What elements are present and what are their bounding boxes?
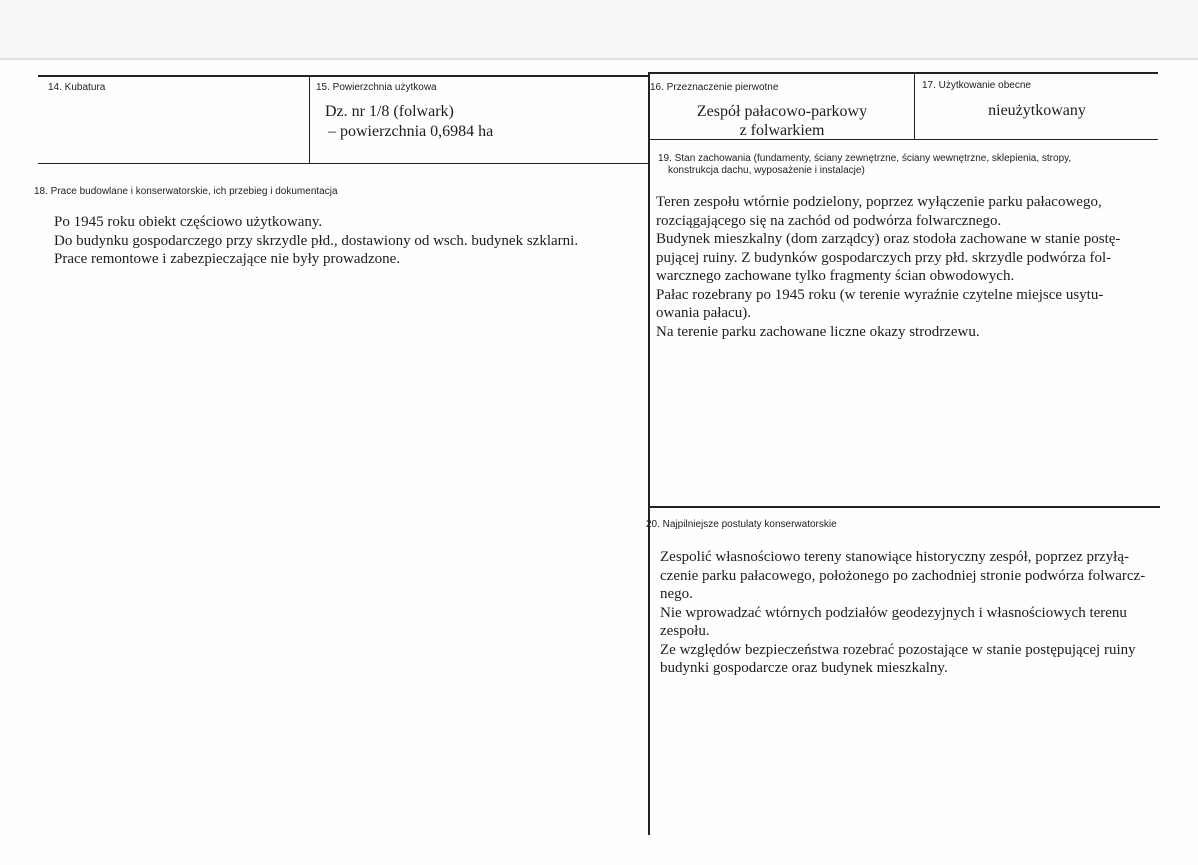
field-15-label: 15. Powierzchnia użytkowa [316,82,437,93]
field-17-value [916,102,1158,121]
field-18-line-2: Do budynku gospodarczego przy skrzydle płd., dostawiony od wsch. budynek szklarni. [54,232,579,249]
field-18-line-3: Prace remontowe i zabezpieczające nie były prowadzone. [54,251,401,267]
field-19-label [658,153,1153,177]
field-20-line-2: czenie parku pałacowego, położonego po zachodniej stronie podwórza folwarcz- [660,567,1146,584]
rule-top-left [38,75,648,77]
field-19-line-4: pującej ruiny. Z budynków gospodarczych przy płd. skrzydle podwórza fol- [656,249,1112,266]
divider-14-15 [309,76,310,164]
field-16-value [650,102,914,140]
field-20-line-6: Ze względów bezpieczeństwa rozebrać pozostające w stanie postępującej ruiny [660,641,1136,658]
field-15-line-2: – powierzchnia 0,6984 ha [328,123,494,140]
field-19-line-6: Pałac rozebrany po 1945 roku (w terenie wyraźnie czytelne miejsce usytu- [656,286,1104,303]
field-18-label: 18. Prace budowlane i konserwatorskie, ich przebieg i dokumentacja [34,186,338,197]
field-19-line-3: Budynek mieszkalny (dom zarządcy) oraz stodoła zachowane w stanie postę- [656,231,1121,247]
field-20-line-4: Nie wprowadzać wtórnych podziałów geodezyjnych i własnościowych terenu [660,604,1127,621]
field-19-label-line-2: konstrukcja dachu, wyposażenie i instalacje) [668,165,865,176]
rule-19-20 [648,506,1160,508]
field-16-line-2: z folwarkiem [739,122,825,139]
field-18-value [54,213,644,269]
field-20-line-7: budynki gospodarcze oraz budynek mieszkalny. [660,660,948,676]
rule-under-14-15 [38,163,648,164]
field-19-value [656,193,1156,341]
field-15-line-1: Dz. nr 1/8 (folwark) [325,103,454,120]
field-20-line-5: zespołu. [660,623,710,639]
field-18-line-1: Po 1945 roku obiekt częściowo użytkowany. [54,214,323,230]
field-20-line-3: nego. [660,586,693,602]
field-14-label: 14. Kubatura [48,82,106,93]
divider-15-16 [648,72,650,835]
field-19-label-line-1: 19. Stan zachowania (fundamenty, ściany zewnętrzne, ściany wewnętrzne, sklepienia, stropy, [658,153,1072,164]
field-17-line-1: nieużytkowany [988,102,1086,119]
scan-top-margin [0,0,1198,58]
field-19-line-7: owania pałacu). [656,305,751,321]
divider-16-17 [914,73,915,139]
field-16-line-1: Zespół pałacowo-parkowy [696,103,868,120]
field-20-value [660,548,1155,678]
field-17-label: 17. Użytkowanie obecne [922,80,1031,91]
field-19-line-8: Na terenie parku zachowane liczne okazy strodrzewu. [656,323,980,340]
field-19-line-5: warcznego zachowane tylko fragmenty ścian obwodowych. [656,268,1015,284]
field-19-line-1: Teren zespołu wtórnie podzielony, poprzez wyłączenie parku pałacowego, [656,194,1102,210]
scan-edge [0,58,1198,60]
field-16-label: 16. Przeznaczenie pierwotne [650,82,779,93]
field-20-label: 20. Najpilniejsze postulaty konserwatorskie [646,519,837,530]
field-19-line-2: rozciągającego się na zachód od podwórza folwarcznego. [656,212,1002,229]
rule-top-right [648,72,1158,74]
field-20-line-1: Zespolić własnościowo tereny stanowiące historyczny zespół, poprzez przyłą- [660,549,1129,565]
field-15-value [312,102,642,142]
